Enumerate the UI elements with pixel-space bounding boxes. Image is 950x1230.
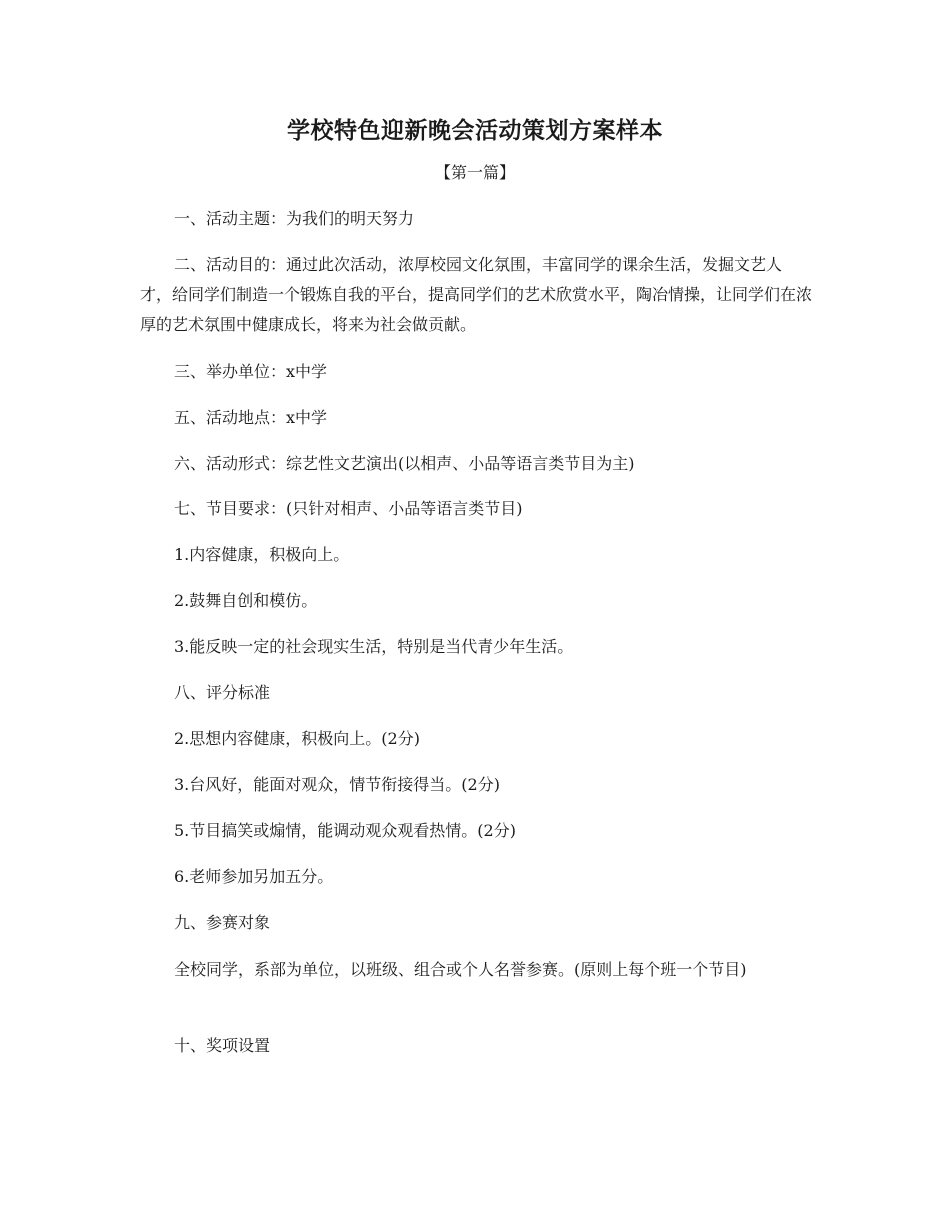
list-item: 6.老师参加另加五分。 xyxy=(174,867,334,886)
list-item: 3.台风好，能面对观众，情节衔接得当。(2分) xyxy=(174,775,500,794)
list-item: 2.鼓舞自创和模仿。 xyxy=(174,591,318,610)
paragraph-activity-theme: 一、活动主题：为我们的明天努力 xyxy=(174,209,415,228)
paragraph-scoring-criteria: 八、评分标准 xyxy=(174,683,271,702)
list-item: 5.节目搞笑或煽情，能调动观众观看热情。(2分) xyxy=(174,821,516,840)
list-item: 2.思想内容健康，积极向上。(2分) xyxy=(174,729,420,748)
document-title: 学校特色迎新晚会活动策划方案样本 xyxy=(287,117,663,144)
paragraph-program-requirements: 七、节目要求：(只针对相声、小品等语言类节目) xyxy=(174,499,523,518)
paragraph-venue: 五、活动地点：x中学 xyxy=(174,408,328,427)
list-item: 1.内容健康，积极向上。 xyxy=(174,545,350,564)
paragraph-activity-purpose: 二、活动目的：通过此次活动，浓厚校园文化氛围，丰富同学的课余生活，发掘文艺人才，给同学们制造一个锻炼自我的平台，提高同学们的艺术欣赏水平，陶冶情操，让同学们在浓厚的艺术氛围中健康成长，将来为社会做贡献。 xyxy=(140,255,813,334)
paragraph-organizer: 三、举办单位：x中学 xyxy=(174,362,328,381)
list-item: 3.能反映一定的社会现实生活，特别是当代青少年生活。 xyxy=(174,637,574,656)
paragraph-awards-heading: 十、奖项设置 xyxy=(174,1036,271,1055)
paragraph-format: 六、活动形式：综艺性文艺演出(以相声、小品等语言类节目为主) xyxy=(174,454,635,473)
paragraph-participants: 全校同学，系部为单位，以班级、组合或个人名誉参赛。(原则上每个班一个节目) xyxy=(174,960,747,979)
document-subtitle: 【第一篇】 xyxy=(434,163,515,182)
paragraph-participants-heading: 九、参赛对象 xyxy=(174,913,271,932)
